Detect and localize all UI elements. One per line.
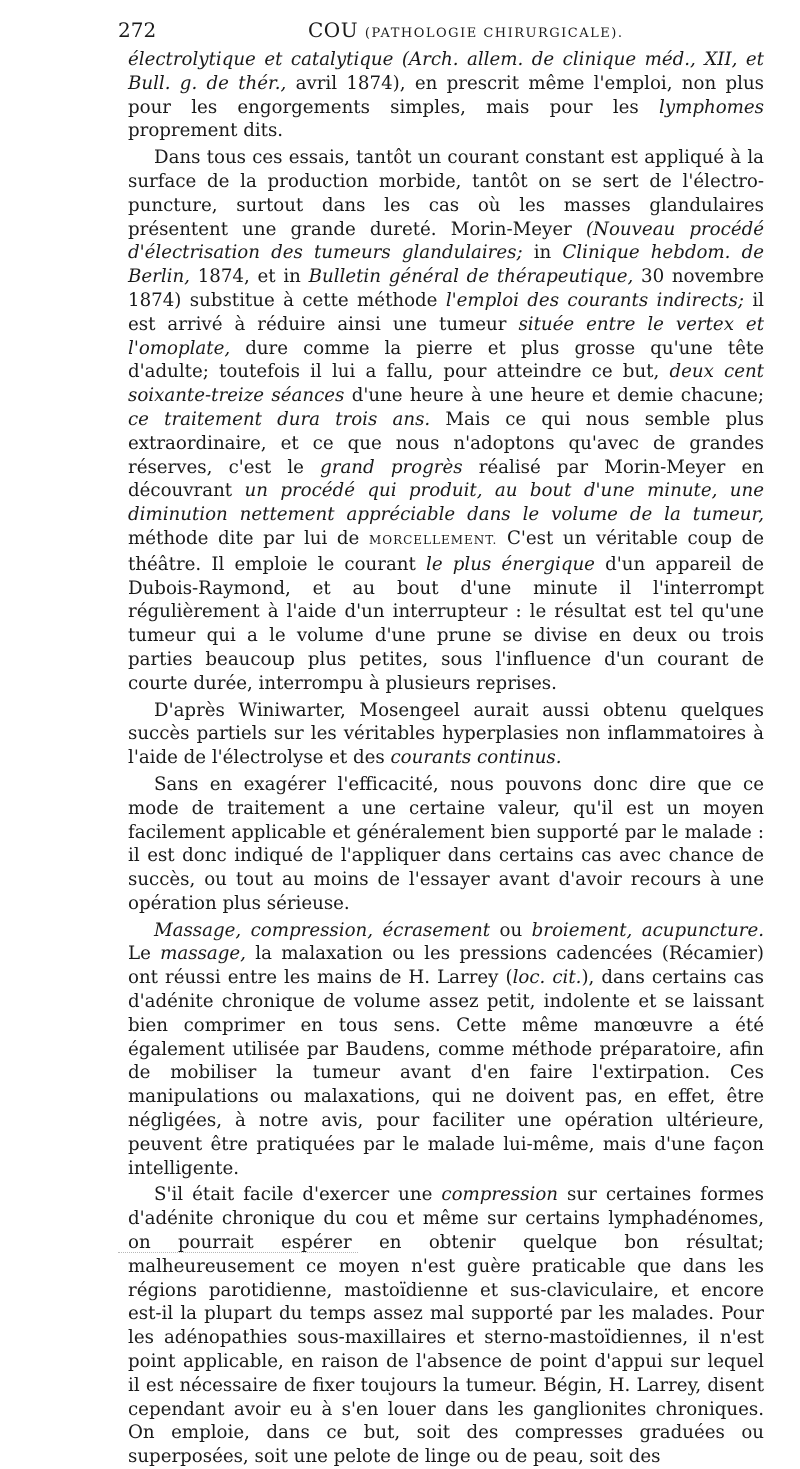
text-span: la malaxation ou les pressions cadencées (Récamier) ont réussi entre les mains de H. Larrey ( <box>128 943 764 989</box>
italic-span: loc. cit. <box>512 967 582 989</box>
paragraph-p5 <box>128 919 764 1181</box>
italic-span: Clinique hebdom. de Berlin, <box>128 242 764 288</box>
text-span: Dans tous ces essais, tantôt un courant constant est appliqué à la surface de la production morbide, tantôt on se sert de l'électro-puncture, surtout dans les cas où les masses glandulaires présentent une grande dureté. Morin-Meyer <box>128 147 764 240</box>
text-span: S'il était facile d'exercer une <box>154 1184 442 1206</box>
text-span: réalisé par Morin-Meyer en découvrant <box>128 456 764 502</box>
text-span: 30 novembre 1874) substitue à cette méthode <box>128 266 764 311</box>
text-span: il est arrivé à réduire ainsi une tumeur <box>128 289 764 335</box>
text-span: Sans en exagérer l'efficacité, nous pouvons donc dire que ce mode de traitement a une certaine valeur, qu'il est un moyen facilement applicable et généralement bien supporté par le malade : il est donc indiqué de l'appliquer dans certains cas avec chance de succès, ou tout au moins de l'essayer avant d'avoir recours à une opération plus sérieuse. <box>128 773 764 914</box>
text-span: D'après Winiwarter, Mosengeel aurait aussi obtenu quelques succès partiels sur les véritables hyperplasies non inflammatoires à l'aide de l'électrolyse et des <box>128 699 764 769</box>
italic-span: électrolytique et catalytique (Arch. allem. de clinique méd., XII, et Bull. g. de thér., <box>128 49 764 94</box>
text-span: proprement dits. <box>128 120 284 142</box>
italic-span: le plus énergique <box>426 553 595 575</box>
text-span: méthode dite par lui de <box>128 527 369 549</box>
paragraph-p4 <box>128 773 764 916</box>
italic-span: compression <box>441 1184 559 1206</box>
italic-span: deux cent soixante-treize séances <box>128 361 764 407</box>
text-span: Le <box>128 943 161 965</box>
text-span: d'un appareil de Dubois-Raymond, et au bout d'une minute il l'interrompt régulièrement à l'aide d'un interrupteur : le résultat est tel qu'une tumeur qui a le volume d'une prune se divise en deux ou trois parties beaucoup plus petites, sous l'influence d'un courant de courte durée, interrompu à plusieurs reprises. <box>128 553 764 694</box>
paragraph-p6 <box>128 1183 764 1469</box>
footer-rule <box>118 1252 358 1253</box>
running-head <box>308 18 623 42</box>
page-number: 272 <box>118 18 157 42</box>
text-span: Mais ce qui nous semble plus extraordinaire, et ce que nous n'adoptons qu'avec de grandes réserves, c'est le <box>128 408 764 478</box>
italic-span: Bulletin général de thérapeutique, <box>308 266 634 288</box>
italic-span: massage, <box>160 943 246 965</box>
text-span: ou <box>490 919 532 941</box>
italic-span: courants continus. <box>390 747 562 769</box>
italic-span: (Nouveau procédé d'électrisation des tumeurs glandulaires; <box>128 218 764 264</box>
italic-span: ce traitement dura trois ans. <box>128 408 431 430</box>
text-span: 1874, et in <box>189 266 309 288</box>
paragraph-p2 <box>128 146 764 695</box>
italic-span: Massage, compression, écrasement <box>154 919 491 941</box>
text-span: MORCELLEMENT. <box>368 532 498 547</box>
running-head-title: COU <box>308 18 359 42</box>
text-span: C'est un véritable coup de théâtre. Il emploie le courant <box>128 527 764 575</box>
italic-span: grand progrès <box>320 456 463 478</box>
body-text <box>128 48 764 1469</box>
text-span: in <box>522 242 563 264</box>
text-span: dure comme la pierre et plus grosse qu'une tête d'adulte; toutefois il lui a fallu, pour atteindre ce but, <box>128 337 764 383</box>
text-span: sur certaines formes d'adénite chronique du cou et même sur certains lymphadénomes, on pourrait espérer en obtenir quelque bon résultat; malheureusement ce moyen n'est guère praticable que dans les régions parotidienne, mastoïdienne et sus-claviculaire, et encore est-il la plupart du temps assez mal supporté par les malades. Pour les adénopathies sous-maxillaires et sterno-mastoïdiennes, il n'est point applicable, en raison de l'absence de point d'appui sur lequel il est nécessaire de fixer toujours la tumeur. Bégin, H. Larrey, disent cependant avoir eu à s'en louer dans les ganglionites chroniques. On emploie, dans ce but, soit des compresses graduées ou superposées, soit une pelote de linge ou de peau, soit des <box>128 1184 764 1468</box>
italic-span: un procédé qui produit, au bout d'une minute, une diminution nettement appréciable dans le volume de la tumeur, <box>128 480 764 526</box>
italic-span: broiement, acupuncture. <box>531 919 764 941</box>
italic-span: située entre le vertex et l'omoplate, <box>128 313 765 359</box>
paragraph-p3 <box>128 699 764 770</box>
running-head-subtitle: (PATHOLOGIE CHIRURGICALE). <box>364 26 624 41</box>
text-span: ), dans certains cas d'adénite chronique de volume assez petit, indolente et se laissant bien comprimer en tous sens. Cette même manœuvre a été également utilisée par Baudens, comme méthode préparatoire, afin de mobiliser la tumeur avant d'en faire l'extirpation. Ces manipulations ou malaxations, qui ne doivent pas, en effet, être négligées, à notre avis, pour faciliter une opération ultérieure, peuvent être pratiquées par le malade lui-même, mais d'une façon intelligente. <box>128 967 764 1179</box>
paragraph-p1 <box>128 48 764 143</box>
text-span: avril 1874), en prescrit même l'emploi, non plus pour les engorgements simples, mais pour les <box>128 72 765 118</box>
italic-span: l'emploi des courants indirects; <box>445 289 744 311</box>
page-header <box>118 14 758 46</box>
italic-span: lymphomes <box>659 96 764 118</box>
text-span: d'une heure à une heure et demie chacune; <box>344 385 765 407</box>
